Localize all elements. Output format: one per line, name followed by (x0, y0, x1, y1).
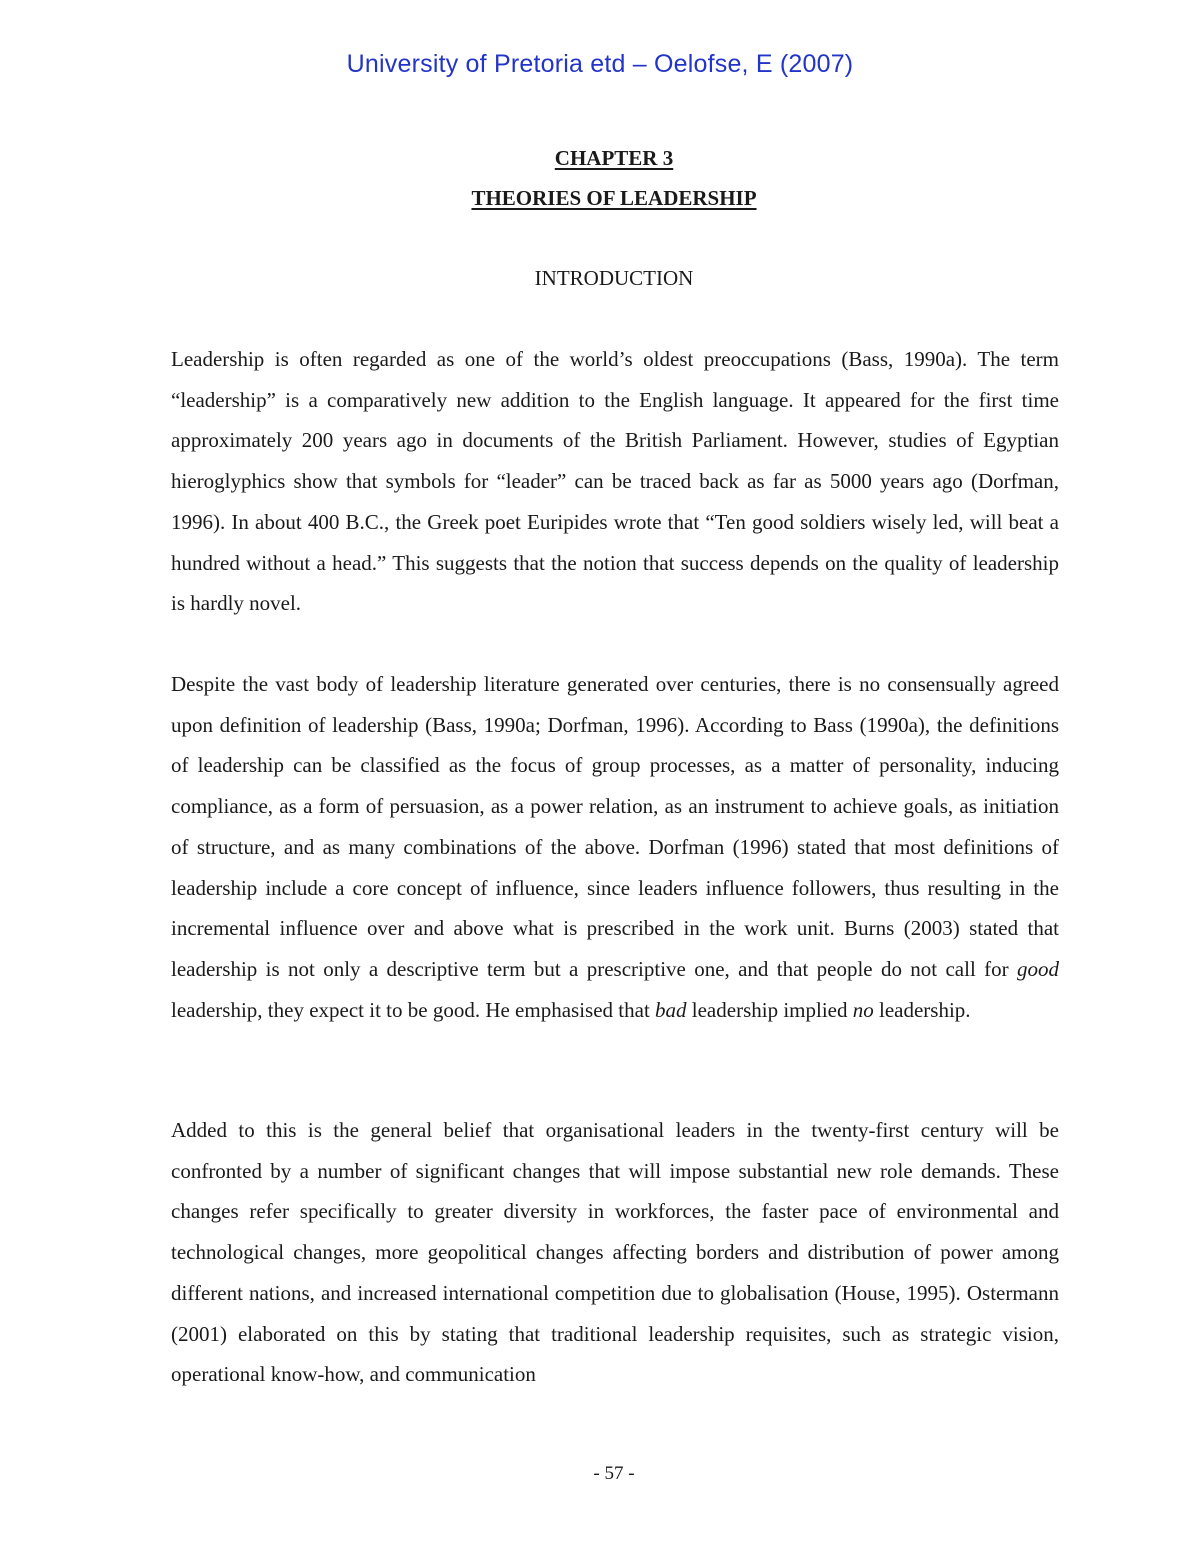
section-heading: INTRODUCTION (534, 266, 694, 290)
chapter-number: CHAPTER 3 (554, 146, 674, 170)
emphasis-good: good (1017, 956, 1059, 981)
paragraph-2-text-1: Despite the vast body of leadership literature generated over centuries, there is no consensually agreed upon definition of leadership (Bass, 1990a; Dorfman, 1996). According to Bass (1990a), the definitions of leadership can be classified as the focus of group processes, as a matter of personality, inducing compliance, as a form of persuasion, as a power relation, as an instrument to achieve goals, as initiation of structure, and as many combinations of the above. Dorfman (1996) stated that most definitions of leadership include a core concept of influence, since leaders influence followers, thus resulting in the incremental influence over and above what is prescribed in the work unit. Burns (2003) stated that leadership is not only a descriptive term but a prescriptive one, and that people do not call for (171, 672, 1059, 981)
paragraph-2-text-3: leadership implied (686, 997, 853, 1022)
paragraph-2-text-2: leadership, they expect it to be good. He emphasised that (171, 997, 656, 1022)
paragraph-1: Leadership is often regarded as one of the world’s oldest preoccupations (Bass, 1990a). The term “leadership” is a comparatively new addition to the English language. It appeared for the first time approximately 200 years ago in documents of the British Parliament. However, studies of Egyptian hieroglyphics show that symbols for “leader” can be traced back as far as 5000 years ago (Dorfman, 1996). In about 400 B.C., the Greek poet Euripides wrote that “Ten good soldiers wisely led, will beat a hundred without a head.” This suggests that the notion that success depends on the quality of leadership is hardly novel. (171, 347, 1059, 616)
page-number: - 57 - (593, 1463, 635, 1484)
paragraph-3: Added to this is the general belief that organisational leaders in the twenty-first century will be confronted by a number of significant changes that will impose substantial new role demands. These changes refer specifically to greater diversity in workforces, the faster pace of environmental and technological changes, more geopolitical changes affecting borders and distribution of power among different nations, and increased international competition due to globalisation (House, 1995). Ostermann (2001) elaborated on this by stating that traditional leadership requisites, such as strategic vision, operational know-how, and communication (171, 1118, 1059, 1387)
chapter-title: THEORIES OF LEADERSHIP (471, 186, 757, 210)
emphasis-no: no (852, 997, 874, 1022)
paragraph-2 (171, 664, 1059, 1030)
emphasis-bad: bad (655, 997, 687, 1022)
document-source-header: University of Pretoria etd – Oelofse, E (2007) (346, 50, 854, 78)
paragraph-2-text-4: leadership. (873, 997, 971, 1022)
